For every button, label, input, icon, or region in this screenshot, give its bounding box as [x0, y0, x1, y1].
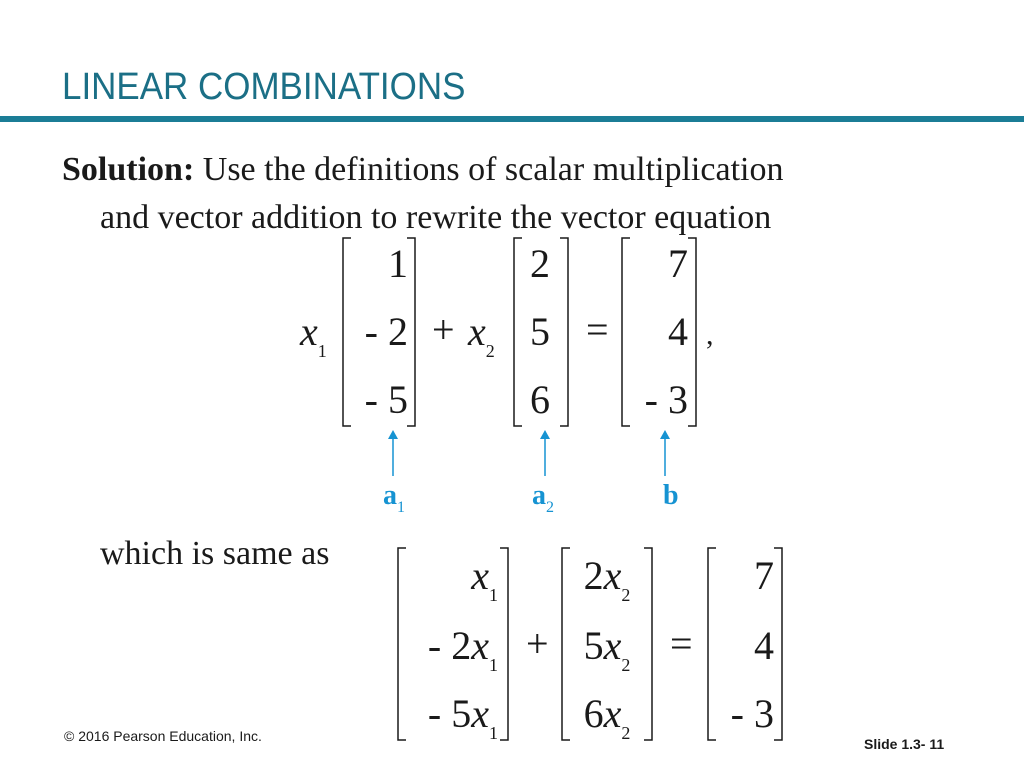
solution-line-2: and vector addition to rewrite the vector equation: [100, 199, 772, 236]
rhs-entry-1: 7: [754, 553, 774, 598]
a1-entry-3: - 5: [364, 377, 408, 422]
col1-entry-3: [406, 690, 498, 743]
col1-entry-3-var: x: [471, 691, 489, 736]
col2-entry-2: [572, 622, 642, 675]
rhs-entry-2: 4: [754, 623, 774, 668]
col2-entry-2-var: x: [603, 623, 622, 668]
coef-x2-var: x: [468, 309, 486, 354]
col1-entry-3-sub: 1: [489, 723, 498, 743]
col1-entry-1: [406, 552, 498, 605]
col2-entry-3-var: x: [603, 691, 622, 736]
b-entry-3: - 3: [644, 377, 688, 422]
col1-entry-1-var: x: [471, 553, 489, 598]
col2-entry-3: [572, 690, 642, 743]
equals-sign-2: =: [670, 621, 693, 666]
col2-entry-3-pre: 6: [583, 691, 604, 736]
col2-entry-1: [572, 552, 642, 605]
col2-entry-1-sub: 2: [621, 585, 631, 605]
col2-entry-2-sub: 2: [621, 655, 631, 675]
col1-entry-2-pre: - 2: [427, 623, 472, 668]
label-b: b: [663, 480, 679, 511]
col1-entry-3-pre: - 5: [427, 691, 472, 736]
slide-title: LINEAR COMBINATIONS: [62, 66, 466, 108]
col2-entry-1-var: x: [603, 553, 622, 598]
solution-text-1: Use the definitions of scalar multiplication: [194, 151, 784, 188]
plus-sign-2: +: [526, 621, 549, 666]
label-a2-letter: a: [532, 480, 546, 511]
rhs-entry-3: - 3: [730, 691, 774, 736]
label-a1-letter: a: [383, 480, 397, 511]
a1-entry-2: - 2: [364, 309, 408, 354]
which-is-same-as: which is same as: [100, 535, 330, 572]
col2-entry-3-sub: 2: [621, 723, 631, 743]
col2-entry-1-pre: 2: [583, 553, 604, 598]
a1-entry-1: 1: [388, 241, 408, 286]
coef-x2-sub: 2: [485, 341, 495, 361]
label-a1-sub: 1: [397, 499, 405, 516]
arrow-b-icon: [658, 430, 672, 480]
col1-entry-1-sub: 1: [489, 585, 498, 605]
coef-x1-sub: 1: [317, 341, 327, 361]
solution-line-1: [62, 150, 783, 190]
a2-entry-3: 6: [530, 377, 550, 422]
label-a2: [532, 480, 554, 516]
b-entry-1: 7: [668, 241, 688, 286]
label-a1: [383, 480, 405, 516]
label-a2-sub: 2: [546, 499, 554, 516]
title-divider: [0, 116, 1024, 122]
equals-sign-1: =: [586, 307, 609, 352]
col1-entry-2-sub: 1: [489, 655, 498, 675]
a2-entry-2: 5: [530, 309, 550, 354]
col2-entry-2-pre: 5: [583, 623, 604, 668]
plus-sign-1: +: [432, 307, 455, 352]
arrow-a1-icon: [386, 430, 400, 480]
coef-x1-var: x: [300, 309, 318, 354]
a2-entry-1: 2: [530, 241, 550, 286]
copyright: © 2016 Pearson Education, Inc.: [64, 728, 262, 744]
arrow-a2-icon: [538, 430, 552, 480]
b-entry-2: 4: [668, 309, 688, 354]
col1-entry-2: [406, 622, 498, 675]
col1-entry-2-var: x: [471, 623, 489, 668]
comma: ,: [706, 318, 714, 351]
solution-label: Solution:: [62, 151, 195, 188]
slide-number: Slide 1.3- 11: [864, 736, 945, 752]
coef-x2: [468, 308, 495, 361]
coef-x1: [300, 308, 327, 361]
